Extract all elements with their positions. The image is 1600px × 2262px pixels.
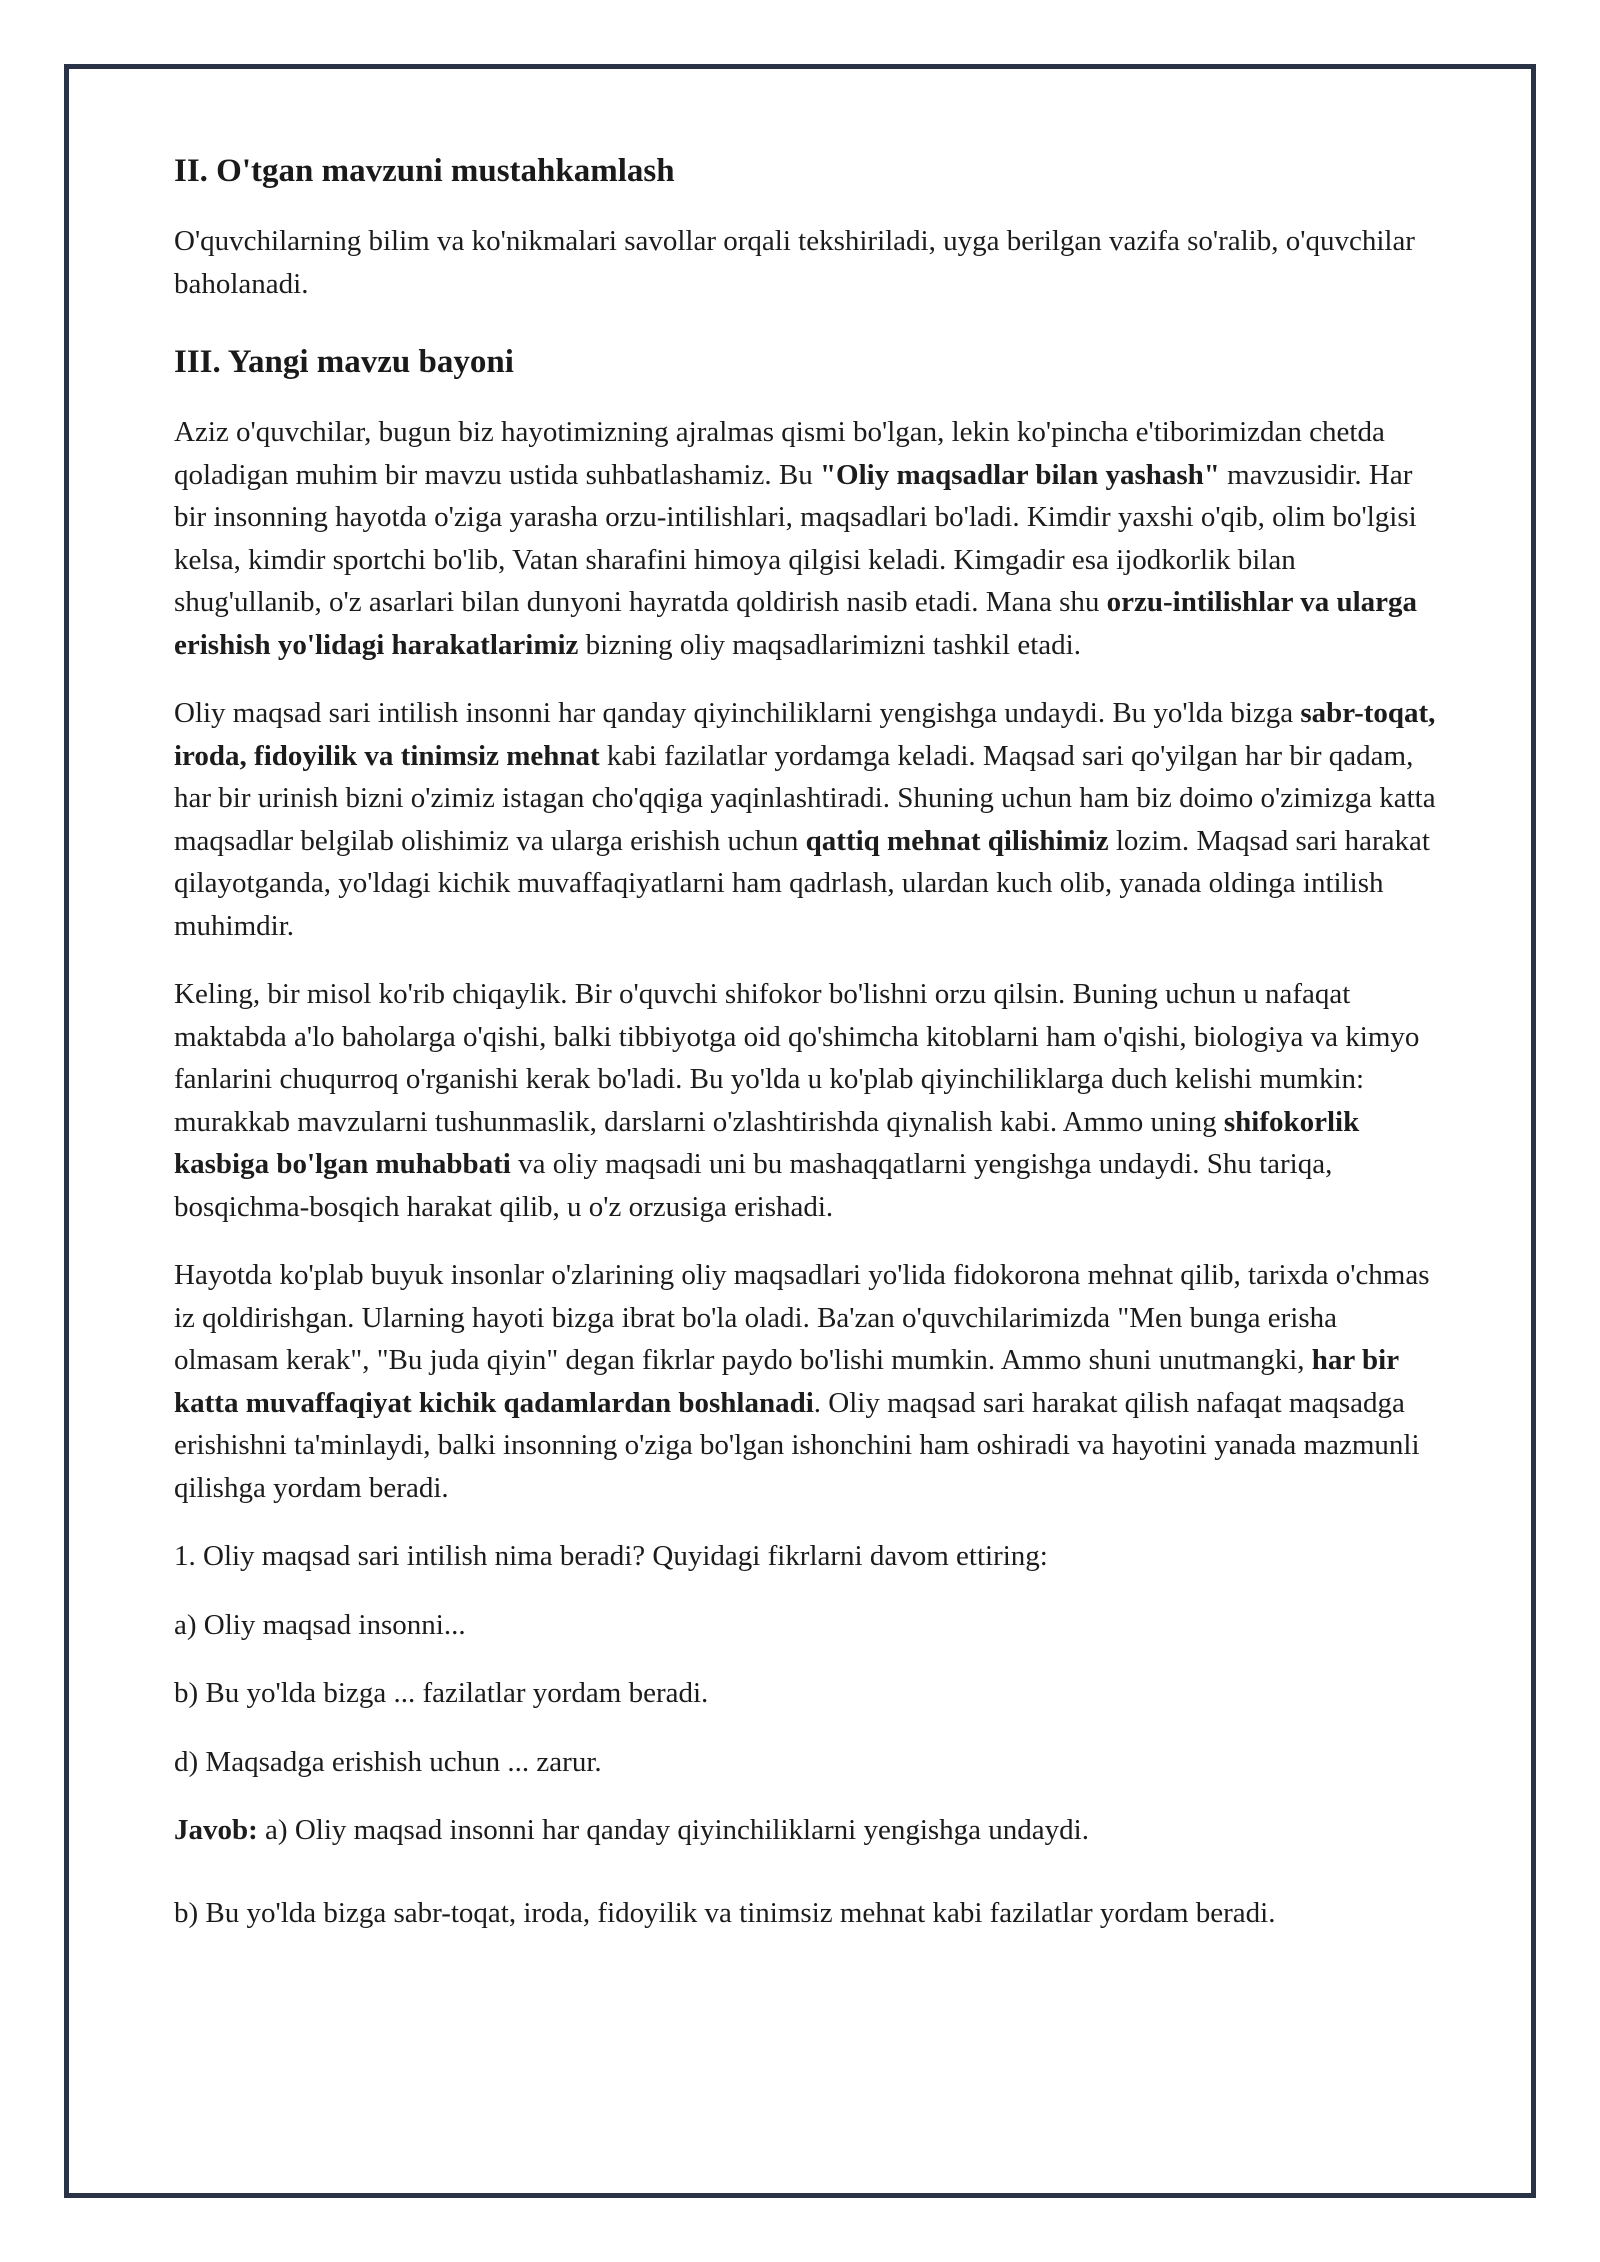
paragraph-1-text-3: bizning oliy maqsadlarimizni tashkil etadi. [578,628,1081,661]
option-b: b) Bu yo'lda bizga ... fazilatlar yordam beradi. [174,1677,709,1709]
section-3-heading: III. Yangi mavzu bayoni [174,344,514,380]
paragraph-3-text-2: va oliy maqsadi uni bu mashaqqatlarni yengishga undaydi. Shu tariqa, bosqichma-bosqich harakat qilib, u o'z orzusiga erishadi. [174,1148,1333,1223]
paragraph-2-text-1: Oliy maqsad sari intilish insonni har qanday qiyinchiliklarni yengishga undaydi. Bu yo'lda bizga [174,697,1301,729]
paragraph-2-bold-1: sabr-toqat, iroda, fidoyilik va tinimsiz mehnat [174,697,1436,772]
paragraph-3-text-1: Keling, bir misol ko'rib chiqaylik. Bir o'quvchi shifokor bo'lishni orzu qilsin. Buning uchun u nafaqat maktabda a'lo baholarga o'qishi, balki tibbiyotga oid qo'shimcha kitoblarni ham o'qishi, biologiya va kimyo fanlarini chuqurroq o'rganishi kerak bo'ladi. Bu yo'lda u ko'plab qiyinchiliklarga duch kelishi mumkin: murakkab mavzularni tushunmaslik, darslarni o'zlashtirishda qiynalish kabi. Ammo uning [174,978,1420,1138]
answer-a [174,1809,1444,1852]
option-d: d) Maqsadga erishish uchun ... zarur. [174,1745,602,1778]
paragraph-1-bold-2: orzu-intilishlar va ularga erishish yo'lidagi harakatlarimiz [174,586,1418,661]
paragraph-1-text-1: Aziz o'quvchilar, bugun biz hayotimizning ajralmas qismi bo'lgan, lekin ko'pincha e'tiborimizdan chetda qoladigan muhim bir mavzu ustida suhbatlashamiz. Bu [174,416,1385,491]
paragraph-2-text-3: lozim. Maqsad sari harakat qilayotganda, yo'ldagi kichik muvaffaqiyatlarni ham qadrlash, ulardan kuch olib, yanada oldinga intilish muhimdir. [174,824,1430,942]
paragraph-4 [174,1254,1444,1509]
answer-label: Javob: [174,1814,258,1846]
paragraph-1 [174,411,1444,666]
paragraph-4-bold-1: har bir katta muvaffaqiyat kichik qadamlardan boshlanadi [174,1344,1399,1419]
paragraph-1-bold-1: "Oliy maqsadlar bilan yashash" [819,458,1220,491]
answer-a-text: a) Oliy maqsad insonni har qanday qiyinchiliklarni yengishga undaydi. [257,1814,1089,1846]
paragraph-4-text-1: Hayotda ko'plab buyuk insonlar o'zlarining oliy maqsadlari yo'lida fidokorona mehnat qilib, tarixda o'chmas iz qoldirishgan. Ularning hayoti bizga ibrat bo'la oladi. Ba'zan o'quvchilarimizda "Men bunga erisha olmasam kerak", "Bu juda qiyin" degan fikrlar paydo bo'lishi mumkin. Ammo shuni unutmangki, [174,1259,1430,1376]
document-body [174,150,1444,1960]
question-1: 1. Oliy maqsad sari intilish nima beradi? Quyidagi fikrlarni davom ettiring: [174,1540,1048,1572]
paragraph-2-text-2: kabi fazilatlar yordamga keladi. Maqsad sari qo'yilgan har bir qadam, har bir urinish bizni o'zimiz istagan cho'qqiga yaqinlashtiradi. Shuning uchun ham biz doimo o'zimizga katta maqsadlar belgilab olishimiz va ularga erishish uchun [174,739,1436,857]
paragraph-3-bold-1: shifokorlik kasbiga bo'lgan muhabbati [174,1105,1360,1180]
paragraph-3 [174,973,1444,1228]
section-2-paragraph: O'quvchilarning bilim va ko'nikmalari savollar orqali tekshiriladi, uyga berilgan vazifa so'ralib, o'quvchilar baholanadi. [174,225,1415,300]
answer-b: b) Bu yo'lda bizga sabr-toqat, iroda, fidoyilik va tinimsiz mehnat kabi fazilatlar yordam beradi. [174,1896,1276,1929]
paragraph-2-bold-2: qattiq mehnat qilishimiz [805,824,1109,857]
section-2-heading: II. O'tgan mavzuni mustahkamlash [174,153,675,189]
paragraph-4-text-2: . Oliy maqsad sari harakat qilish nafaqat maqsadga erishishni ta'minlaydi, balki insonning o'ziga bo'lgan ishonchini ham oshiradi va hayotini yanada mazmunli qilishga yordam beradi. [174,1386,1420,1504]
paragraph-2 [174,692,1444,947]
paragraph-1-text-2: mavzusidir. Har bir insonning hayotda o'ziga yarasha orzu-intilishlari, maqsadlari bo'ladi. Kimdir yaxshi o'qib, olim bo'lgisi kelsa, kimdir sportchi bo'lib, Vatan sharafini himoya qilgisi keladi. Kimgadir esa ijodkorlik bilan shug'ullanib, o'z asarlari bilan dunyoni hayratda qoldirish nasib etadi. Mana shu [174,458,1417,618]
option-a: a) Oliy maqsad insonni... [174,1608,466,1641]
